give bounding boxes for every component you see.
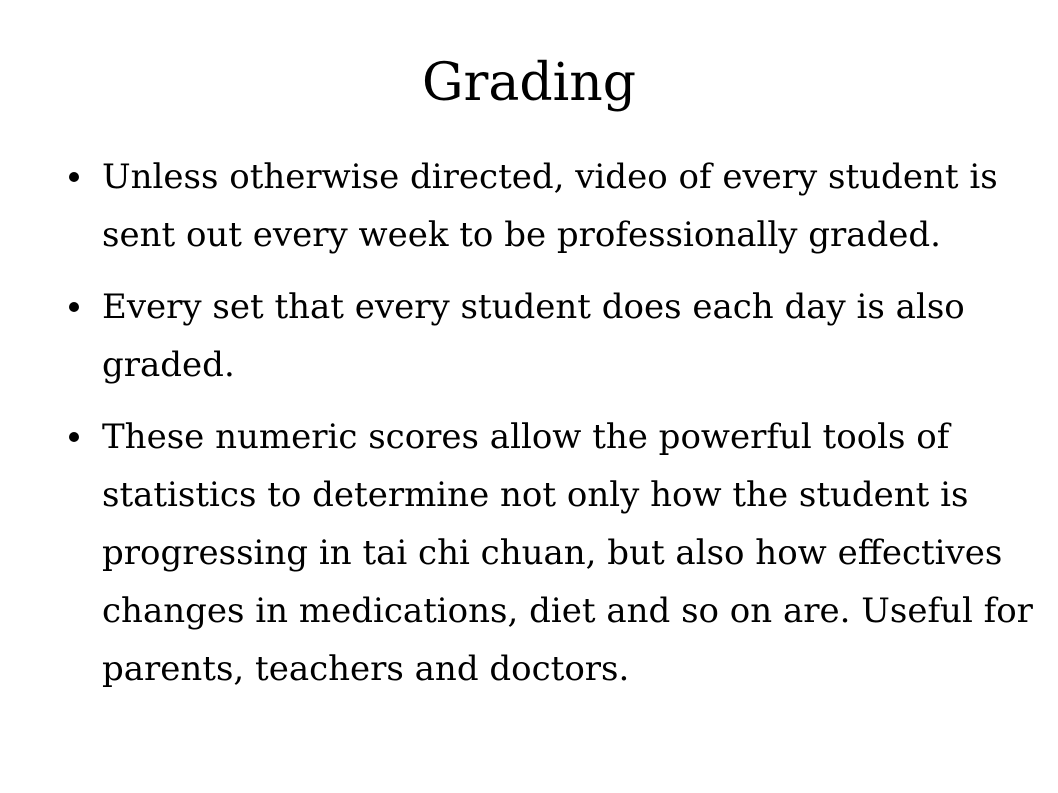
bullet-text: These numeric scores allow the powerful tools of statistics to determine not only how the student is progressing in tai chi chuan, but also how effectives changes in medications, diet and so on are. Useful for parents, teachers and doctors. bbox=[102, 417, 1033, 689]
bullet-list bbox=[0, 148, 1058, 712]
bullet-dot-icon bbox=[69, 172, 79, 182]
bullet-text: Unless otherwise directed, video of every student is sent out every week to be professionally graded. bbox=[102, 157, 998, 255]
bullet-item bbox=[0, 148, 1058, 264]
slide-title: Grading bbox=[421, 53, 637, 113]
bullet-item bbox=[0, 408, 1058, 698]
bullet-dot-icon bbox=[69, 302, 79, 312]
bullet-item bbox=[0, 278, 1058, 394]
bullet-text: Every set that every student does each day is also graded. bbox=[102, 287, 965, 385]
bullet-dot-icon bbox=[69, 432, 79, 442]
